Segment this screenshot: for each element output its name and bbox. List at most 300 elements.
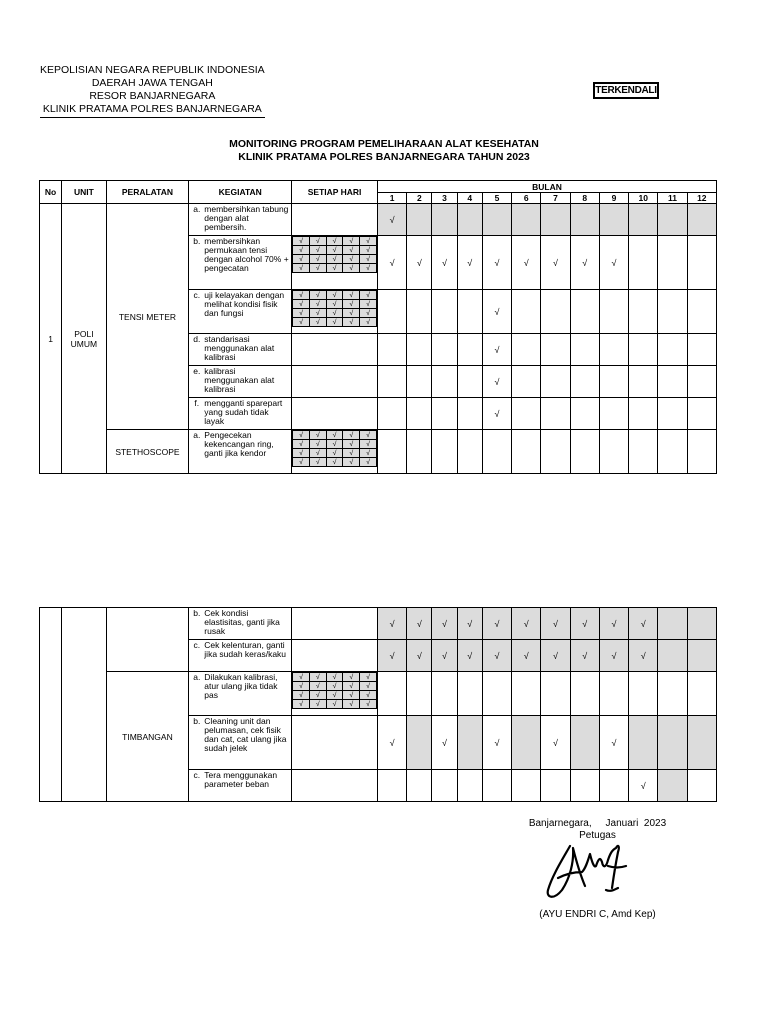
month-cell-7	[541, 430, 570, 474]
month-header-7: 7	[541, 193, 570, 204]
daily-check-mark: √	[326, 255, 343, 264]
month-cell-10	[629, 204, 658, 236]
month-header-11: 11	[658, 193, 687, 204]
daily-check-mark: √	[343, 264, 360, 273]
daily-check-mark: √	[309, 440, 326, 449]
month-cell-3	[432, 398, 457, 430]
unit-empty	[62, 608, 106, 802]
daily-check-mark: √	[343, 682, 360, 691]
daily-check-mark: √	[343, 691, 360, 700]
letterhead-line: RESOR BANJARNEGARA	[89, 90, 216, 102]
month-check-7: √	[541, 608, 570, 640]
month-cell-3	[432, 204, 457, 236]
daily-check-mark: √	[360, 255, 377, 264]
month-cell-10	[629, 716, 658, 770]
daily-check-mark: √	[343, 431, 360, 440]
daily-check-mark: √	[326, 682, 343, 691]
header-bulan: BULAN	[377, 181, 716, 193]
setiap-hari-cell	[292, 290, 378, 334]
daily-check-mark: √	[326, 264, 343, 273]
kegiatan-text: uji kelayakan dengan melihat kondisi fisik dan fungsi	[204, 290, 285, 318]
daily-check-mark: √	[293, 449, 310, 458]
month-cell-7	[541, 398, 570, 430]
month-header-4: 4	[457, 193, 482, 204]
controlled-stamp: TERKENDALI	[593, 82, 659, 99]
month-cell-6	[512, 398, 541, 430]
equipment-empty	[106, 608, 189, 672]
signature-role: Petugas	[579, 830, 616, 841]
daily-check-mark: √	[293, 318, 310, 327]
month-check-5: √	[482, 334, 511, 366]
monitoring-table-page-1	[39, 180, 717, 474]
daily-check-mark: √	[360, 246, 377, 255]
setiap-hari-cell	[292, 430, 378, 474]
daily-check-mark: √	[326, 700, 343, 709]
signature-name: (AYU ENDRI C, Amd Kep)	[539, 909, 656, 920]
month-cell-1	[377, 430, 406, 474]
month-cell-8	[570, 204, 599, 236]
daily-check-mark: √	[343, 237, 360, 246]
month-cell-11	[658, 204, 687, 236]
month-cell-9	[599, 334, 628, 366]
month-cell-12	[687, 290, 716, 334]
kegiatan-letter: c.	[193, 640, 201, 650]
month-cell-6	[512, 672, 541, 716]
daily-check-mark: √	[309, 673, 326, 682]
daily-check-mark: √	[343, 255, 360, 264]
month-cell-8	[570, 366, 599, 398]
month-cell-12	[687, 398, 716, 430]
daily-check-mark: √	[293, 300, 310, 309]
month-cell-4	[457, 290, 482, 334]
daily-check-mark: √	[360, 309, 377, 318]
month-cell-1	[377, 770, 406, 802]
kegiatan-cell	[189, 398, 292, 430]
month-cell-10	[629, 398, 658, 430]
month-cell-8	[570, 290, 599, 334]
month-check-1: √	[377, 716, 406, 770]
header-peralatan: PERALATAN	[106, 181, 189, 204]
month-check-9: √	[599, 608, 628, 640]
month-check-3: √	[432, 236, 457, 290]
month-cell-1	[377, 290, 406, 334]
month-check-6: √	[512, 236, 541, 290]
daily-check-mark: √	[309, 300, 326, 309]
month-cell-6	[512, 334, 541, 366]
month-cell-2	[407, 716, 432, 770]
month-check-1: √	[377, 640, 406, 672]
daily-check-grid	[292, 290, 377, 327]
month-cell-2	[407, 290, 432, 334]
month-header-9: 9	[599, 193, 628, 204]
month-cell-11	[658, 366, 687, 398]
kegiatan-letter: f.	[194, 398, 200, 408]
kegiatan-cell	[189, 236, 292, 290]
month-cell-5	[482, 204, 511, 236]
kegiatan-cell	[189, 430, 292, 474]
month-check-8: √	[570, 236, 599, 290]
month-cell-5	[482, 770, 511, 802]
kegiatan-text: kalibrasi menggunakan alat kalibrasi	[204, 366, 275, 394]
month-check-3: √	[432, 716, 457, 770]
month-cell-7	[541, 204, 570, 236]
month-cell-5	[482, 672, 511, 716]
month-cell-3	[432, 290, 457, 334]
month-cell-2	[407, 366, 432, 398]
month-cell-11	[658, 672, 687, 716]
setiap-hari-cell	[292, 334, 378, 366]
daily-check-mark: √	[360, 700, 377, 709]
daily-check-mark: √	[326, 691, 343, 700]
daily-check-mark: √	[293, 440, 310, 449]
month-cell-4	[457, 204, 482, 236]
month-cell-12	[687, 430, 716, 474]
daily-check-mark: √	[343, 309, 360, 318]
daily-check-mark: √	[309, 682, 326, 691]
kegiatan-letter: e.	[193, 366, 201, 376]
kegiatan-text: membersihkan permukaan tensi dengan alcohol 70% + pengecatan	[204, 236, 289, 273]
month-check-6: √	[512, 640, 541, 672]
month-check-3: √	[432, 640, 457, 672]
daily-check-mark: √	[360, 682, 377, 691]
month-check-4: √	[457, 608, 482, 640]
month-cell-8	[570, 770, 599, 802]
month-check-4: √	[457, 236, 482, 290]
kegiatan-letter: d.	[193, 334, 201, 344]
month-cell-6	[512, 204, 541, 236]
letterhead	[40, 64, 265, 118]
month-check-6: √	[512, 608, 541, 640]
kegiatan-text: standarisasi menggunakan alat kalibrasi	[204, 334, 275, 362]
document-title	[0, 138, 768, 164]
month-check-3: √	[432, 608, 457, 640]
month-check-5: √	[482, 366, 511, 398]
daily-check-mark: √	[360, 300, 377, 309]
setiap-hari-cell	[292, 770, 378, 802]
month-cell-6	[512, 430, 541, 474]
month-cell-9	[599, 430, 628, 474]
row-number-empty	[40, 608, 62, 802]
month-cell-3	[432, 770, 457, 802]
daily-check-mark: √	[309, 318, 326, 327]
kegiatan-text: mengganti sparepart yang sudah tidak layak	[204, 398, 283, 426]
month-cell-12	[687, 236, 716, 290]
month-check-9: √	[599, 236, 628, 290]
month-cell-11	[658, 236, 687, 290]
daily-check-mark: √	[293, 291, 310, 300]
setiap-hari-cell	[292, 398, 378, 430]
month-cell-11	[658, 608, 687, 640]
month-check-5: √	[482, 398, 511, 430]
month-check-1: √	[377, 608, 406, 640]
setiap-hari-cell	[292, 366, 378, 398]
daily-check-mark: √	[293, 673, 310, 682]
daily-check-mark: √	[309, 309, 326, 318]
month-cell-3	[432, 366, 457, 398]
daily-check-mark: √	[360, 673, 377, 682]
kegiatan-letter: a.	[193, 672, 201, 682]
daily-check-mark: √	[326, 300, 343, 309]
row-number: 1	[40, 204, 62, 474]
month-check-2: √	[407, 236, 432, 290]
month-cell-1	[377, 366, 406, 398]
kegiatan-cell	[189, 290, 292, 334]
month-header-12: 12	[687, 193, 716, 204]
month-check-7: √	[541, 716, 570, 770]
daily-check-mark: √	[360, 440, 377, 449]
month-cell-9	[599, 770, 628, 802]
kegiatan-cell	[189, 640, 292, 672]
month-check-5: √	[482, 716, 511, 770]
month-cell-11	[658, 770, 687, 802]
month-header-1: 1	[377, 193, 406, 204]
monitoring-table-page-2	[39, 607, 717, 802]
daily-check-mark: √	[343, 246, 360, 255]
handwritten-signature	[540, 838, 635, 906]
month-cell-3	[432, 334, 457, 366]
daily-check-mark: √	[343, 449, 360, 458]
month-cell-12	[687, 204, 716, 236]
month-cell-11	[658, 430, 687, 474]
daily-check-mark: √	[309, 291, 326, 300]
month-cell-1	[377, 672, 406, 716]
kegiatan-text: Pengecekan kekencangan ring, ganti jika kendor	[204, 430, 274, 458]
daily-check-mark: √	[360, 237, 377, 246]
month-cell-10	[629, 334, 658, 366]
daily-check-mark: √	[326, 291, 343, 300]
kegiatan-letter: a.	[193, 204, 201, 214]
kegiatan-cell	[189, 366, 292, 398]
month-cell-11	[658, 716, 687, 770]
setiap-hari-cell	[292, 608, 378, 640]
title-line-1: MONITORING PROGRAM PEMELIHARAAN ALAT KESEHATAN	[229, 138, 539, 150]
month-cell-12	[687, 608, 716, 640]
daily-check-mark: √	[360, 691, 377, 700]
month-check-7: √	[541, 640, 570, 672]
month-cell-6	[512, 366, 541, 398]
daily-check-grid	[292, 236, 377, 273]
daily-check-mark: √	[309, 458, 326, 467]
daily-check-mark: √	[293, 309, 310, 318]
month-cell-3	[432, 672, 457, 716]
month-cell-4	[457, 672, 482, 716]
month-cell-2	[407, 334, 432, 366]
month-cell-12	[687, 672, 716, 716]
month-header-8: 8	[570, 193, 599, 204]
month-cell-9	[599, 398, 628, 430]
equipment-name: TIMBANGAN	[106, 672, 189, 802]
month-cell-11	[658, 290, 687, 334]
daily-check-mark: √	[309, 255, 326, 264]
daily-check-mark: √	[343, 440, 360, 449]
daily-check-mark: √	[293, 691, 310, 700]
month-cell-8	[570, 716, 599, 770]
setiap-hari-cell	[292, 672, 378, 716]
month-check-8: √	[570, 608, 599, 640]
daily-check-mark: √	[309, 237, 326, 246]
daily-check-mark: √	[326, 440, 343, 449]
daily-check-mark: √	[360, 291, 377, 300]
kegiatan-text: membersihkan tabung dengan alat pembersih.	[204, 204, 289, 232]
daily-check-mark: √	[360, 264, 377, 273]
month-check-8: √	[570, 640, 599, 672]
month-check-10: √	[629, 640, 658, 672]
daily-check-mark: √	[326, 237, 343, 246]
daily-check-grid	[292, 672, 377, 709]
month-check-5: √	[482, 640, 511, 672]
month-cell-2	[407, 430, 432, 474]
month-header-2: 2	[407, 193, 432, 204]
month-check-1: √	[377, 204, 406, 236]
daily-check-mark: √	[343, 318, 360, 327]
daily-check-mark: √	[309, 264, 326, 273]
month-cell-2	[407, 672, 432, 716]
month-cell-1	[377, 398, 406, 430]
month-cell-7	[541, 290, 570, 334]
month-cell-12	[687, 716, 716, 770]
month-cell-6	[512, 290, 541, 334]
month-cell-9	[599, 204, 628, 236]
letterhead-line: KEPOLISIAN NEGARA REPUBLIK INDONESIA	[40, 64, 265, 76]
month-cell-7	[541, 366, 570, 398]
daily-check-mark: √	[360, 431, 377, 440]
month-check-4: √	[457, 640, 482, 672]
daily-check-mark: √	[293, 255, 310, 264]
month-cell-1	[377, 334, 406, 366]
daily-check-mark: √	[326, 673, 343, 682]
kegiatan-letter: a.	[193, 430, 201, 440]
month-check-2: √	[407, 608, 432, 640]
letterhead-line: KLINIK PRATAMA POLRES BANJARNEGARA	[40, 103, 265, 118]
daily-check-mark: √	[293, 431, 310, 440]
month-check-9: √	[599, 716, 628, 770]
daily-check-mark: √	[293, 700, 310, 709]
month-header-3: 3	[432, 193, 457, 204]
kegiatan-cell	[189, 608, 292, 640]
month-check-1: √	[377, 236, 406, 290]
kegiatan-letter: b.	[193, 716, 201, 726]
daily-check-mark: √	[360, 449, 377, 458]
daily-check-mark: √	[343, 458, 360, 467]
kegiatan-cell	[189, 672, 292, 716]
daily-check-mark: √	[326, 449, 343, 458]
kegiatan-letter: c.	[193, 770, 201, 780]
month-cell-10	[629, 236, 658, 290]
daily-check-mark: √	[326, 431, 343, 440]
equipment-name: STETHOSCOPE	[106, 430, 189, 474]
kegiatan-text: Tera menggunakan parameter beban	[204, 770, 278, 789]
daily-check-mark: √	[343, 673, 360, 682]
month-cell-4	[457, 334, 482, 366]
daily-check-grid	[292, 430, 377, 467]
title-line-2: KLINIK PRATAMA POLRES BANJARNEGARA TAHUN 2023	[238, 151, 530, 163]
month-cell-4	[457, 398, 482, 430]
signature-place-date: Banjarnegara, Januari 2023	[528, 818, 667, 829]
setiap-hari-cell	[292, 640, 378, 672]
kegiatan-cell	[189, 770, 292, 802]
month-cell-4	[457, 716, 482, 770]
kegiatan-text: Dilakukan kalibrasi, atur ulang jika tidak pas	[204, 672, 278, 700]
letterhead-line: DAERAH JAWA TENGAH	[91, 77, 213, 89]
header-setiap-hari: SETIAP HARI	[292, 181, 378, 204]
month-check-5: √	[482, 290, 511, 334]
month-cell-9	[599, 290, 628, 334]
month-cell-10	[629, 366, 658, 398]
daily-check-mark: √	[293, 682, 310, 691]
daily-check-mark: √	[343, 300, 360, 309]
month-cell-7	[541, 672, 570, 716]
month-check-9: √	[599, 640, 628, 672]
header-no: No	[40, 181, 62, 204]
daily-check-mark: √	[309, 691, 326, 700]
daily-check-mark: √	[343, 291, 360, 300]
month-cell-9	[599, 672, 628, 716]
month-cell-9	[599, 366, 628, 398]
month-cell-10	[629, 430, 658, 474]
kegiatan-cell	[189, 334, 292, 366]
month-header-6: 6	[512, 193, 541, 204]
daily-check-mark: √	[293, 246, 310, 255]
daily-check-mark: √	[309, 246, 326, 255]
equipment-name: TENSI METER	[106, 204, 189, 430]
unit-name: POLI UMUM	[62, 204, 106, 474]
month-cell-8	[570, 334, 599, 366]
month-cell-11	[658, 640, 687, 672]
header-unit: UNIT	[62, 181, 106, 204]
month-cell-4	[457, 430, 482, 474]
month-check-7: √	[541, 236, 570, 290]
daily-check-mark: √	[309, 431, 326, 440]
month-cell-2	[407, 770, 432, 802]
month-cell-4	[457, 770, 482, 802]
setiap-hari-cell	[292, 236, 378, 290]
month-cell-3	[432, 430, 457, 474]
month-cell-8	[570, 398, 599, 430]
daily-check-mark: √	[360, 318, 377, 327]
month-cell-12	[687, 366, 716, 398]
setiap-hari-cell	[292, 204, 378, 236]
daily-check-mark: √	[293, 264, 310, 273]
daily-check-mark: √	[326, 318, 343, 327]
daily-check-mark: √	[343, 700, 360, 709]
month-header-10: 10	[629, 193, 658, 204]
month-check-10: √	[629, 770, 658, 802]
kegiatan-letter: b.	[193, 608, 201, 618]
setiap-hari-cell	[292, 716, 378, 770]
month-check-2: √	[407, 640, 432, 672]
month-check-5: √	[482, 236, 511, 290]
month-cell-12	[687, 640, 716, 672]
month-cell-6	[512, 770, 541, 802]
month-cell-10	[629, 290, 658, 334]
month-cell-4	[457, 366, 482, 398]
month-cell-12	[687, 334, 716, 366]
month-check-5: √	[482, 608, 511, 640]
month-cell-2	[407, 204, 432, 236]
header-kegiatan: KEGIATAN	[189, 181, 292, 204]
month-cell-8	[570, 672, 599, 716]
daily-check-mark: √	[360, 458, 377, 467]
kegiatan-text: Cleaning unit dan pelumasan, cek fisik dan cat, cat ulang jika sudah jelek	[204, 716, 287, 753]
month-cell-5	[482, 430, 511, 474]
month-cell-7	[541, 334, 570, 366]
kegiatan-text: Cek kelenturan, ganti jika sudah keras/kaku	[204, 640, 287, 659]
daily-check-mark: √	[293, 237, 310, 246]
daily-check-mark: √	[293, 458, 310, 467]
kegiatan-cell	[189, 204, 292, 236]
daily-check-mark: √	[326, 246, 343, 255]
month-cell-2	[407, 398, 432, 430]
